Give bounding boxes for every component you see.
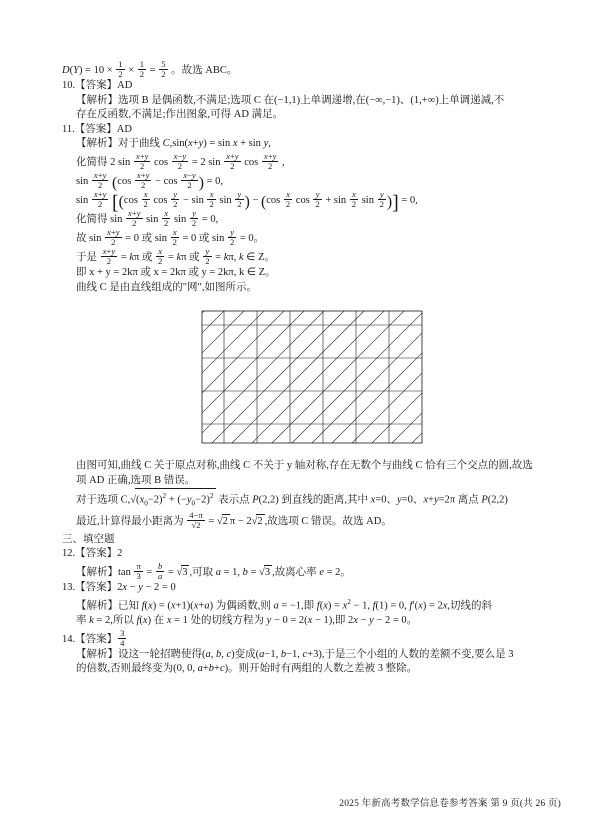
- q13-solution-line-1: 【解析】已知 f(x) = (x+1)(x+a) 为偶函数,则 a = −1,即 $f(x) = x^2 - 1$, f(1) = 0, f′(x) = 2x,切线的斜: [76, 597, 493, 612]
- q11-solution-line-7: 于是 $\frac{x+y}{2}$ = kπ 或 $\frac{x}{2}$ = kπ 或 $\frac{y}{2}$ = kπ, k ∈ Z。: [76, 245, 275, 266]
- q14-answer: 14.【答案】 $\frac{3}{4}$: [62, 627, 125, 648]
- q10-solution-line-2: 存在反函数,不满足;作出图象,可得 AD 满足。: [76, 109, 284, 121]
- q12-answer: 12.【答案】2: [62, 548, 123, 560]
- q11-solution-line-10: 由图可知,曲线 C 关于原点对称,曲线 C 不关于 y 轴对称,存在无数个与曲线 C 恰有三个交点的圆,故选: [76, 460, 533, 471]
- q13-answer: 13.【答案】2x − y − 2 = 0: [62, 581, 176, 593]
- q10-solution-line-1: 【解析】选项 B 是偶函数,不满足;选项 C 在(−1,1)上单调递增,在(−∞,−1)、(1,+∞)上单调递减,不: [76, 94, 505, 106]
- q11-solution-line-5: 化简得 sin $\frac{x+y}{2}$ sin $\frac{x}{2}$ sin $\frac{y}{2}$ = 0,: [76, 207, 219, 228]
- q11-solution-line-2: 化简得 2 sin $\frac{x+y}{2}$ cos $\frac{x-y}{2}$ = 2 sin $\frac{x+y}{2}$ cos $\frac{x+y}{2}$ ,: [76, 150, 285, 171]
- q11-solution-line-9: 曲线 C 是由直线组成的"网",如图所示。: [76, 281, 257, 293]
- q11-solution-line-3: sin $\frac{x+y}{2}$ (cos $\frac{x+y}{2}$ − cos $\frac{x-y}{2}$ ) = 0,: [76, 169, 224, 192]
- q12-solution-line-1: 【解析】tan $\frac{\pi}{3}$ = $\frac{b}{a}$ = √3 ,可取 a = 1, b = √3 ,故离心率 e = 2。: [76, 560, 351, 581]
- grid-of-lines-diagram: [62, 301, 561, 453]
- q14-solution-line-2: 的倍数,否则最终变为(0, 0, a+b+c)。则开始时有两组的人数之差被 3 整除。: [76, 663, 418, 675]
- q11-solution-line-8: 即 x + y = 2kπ 或 x = 2kπ 或 y = 2kπ, k ∈ Z。: [76, 267, 276, 278]
- q11-solution-line-12: 对于选项 $C,√(x_0-2)^2 + (-y_0-2)^2$ 表示点 P(2,2) 到直线的距离,其中 x=0、y=0、x+y=2π 离点 P(2,2): [62, 488, 561, 511]
- q14-solution-line-1: 【解析】设这一轮招聘使得(a, b, c)变成(a−1, b−1, c+3),于是三个小组的人数的差额不变,要么是 3: [76, 648, 514, 660]
- section-heading-fill-in-blank: 三、填空题: [62, 534, 115, 546]
- q11-solution-line-4: sin $\frac{x+y}{2}$ [(cos $\frac{x}{2}$ cos $\frac{y}{2}$ − sin $\frac{x}{2}$ sin $\frac{y}{2}$ ) − (cos $\frac{x}{2}$ cos $\frac{y}{2}$ + sin $\frac{x}{2}$ sin $\frac{y}{2}$ )] = 0,: [76, 188, 418, 214]
- q11-solution-line-13: 最近,计算得最小距离为 $\frac{4-\pi}{√2}$ = √2 π − 2√2 ,故选项 C 错误。故选 AD。: [76, 510, 392, 531]
- answer-line-d-y: D(Y) = 10 × $\frac{1}{2}$ × $\frac{1}{2}$ = $\frac{5}{2}$ 。故选 ABC。: [62, 59, 238, 80]
- q11-solution-line-1: 【解析】对于曲线 C,sin(x+y) = sin x + sin y,: [76, 138, 271, 150]
- page-footer: 2025 年新高考数学信息卷参考答案 第 9 页(共 26 页): [339, 799, 561, 809]
- q11-solution-line-11: 项 AD 正确,选项 B 错误。: [76, 474, 196, 486]
- q11-solution-line-6: 故 sin $\frac{x+y}{2}$ = 0 或 sin $\frac{x}{2}$ = 0 或 sin $\frac{y}{2}$ = 0。: [76, 226, 265, 247]
- q10-answer: 10.【答案】AD: [62, 80, 133, 92]
- q13-solution-line-2: 率 k = 2,所以 f(x) 在 x = 1 处的切线方程为 y − 0 = 2(x − 1),即 2x − y − 2 = 0。: [76, 615, 418, 627]
- q11-answer: 11.【答案】AD: [62, 123, 132, 135]
